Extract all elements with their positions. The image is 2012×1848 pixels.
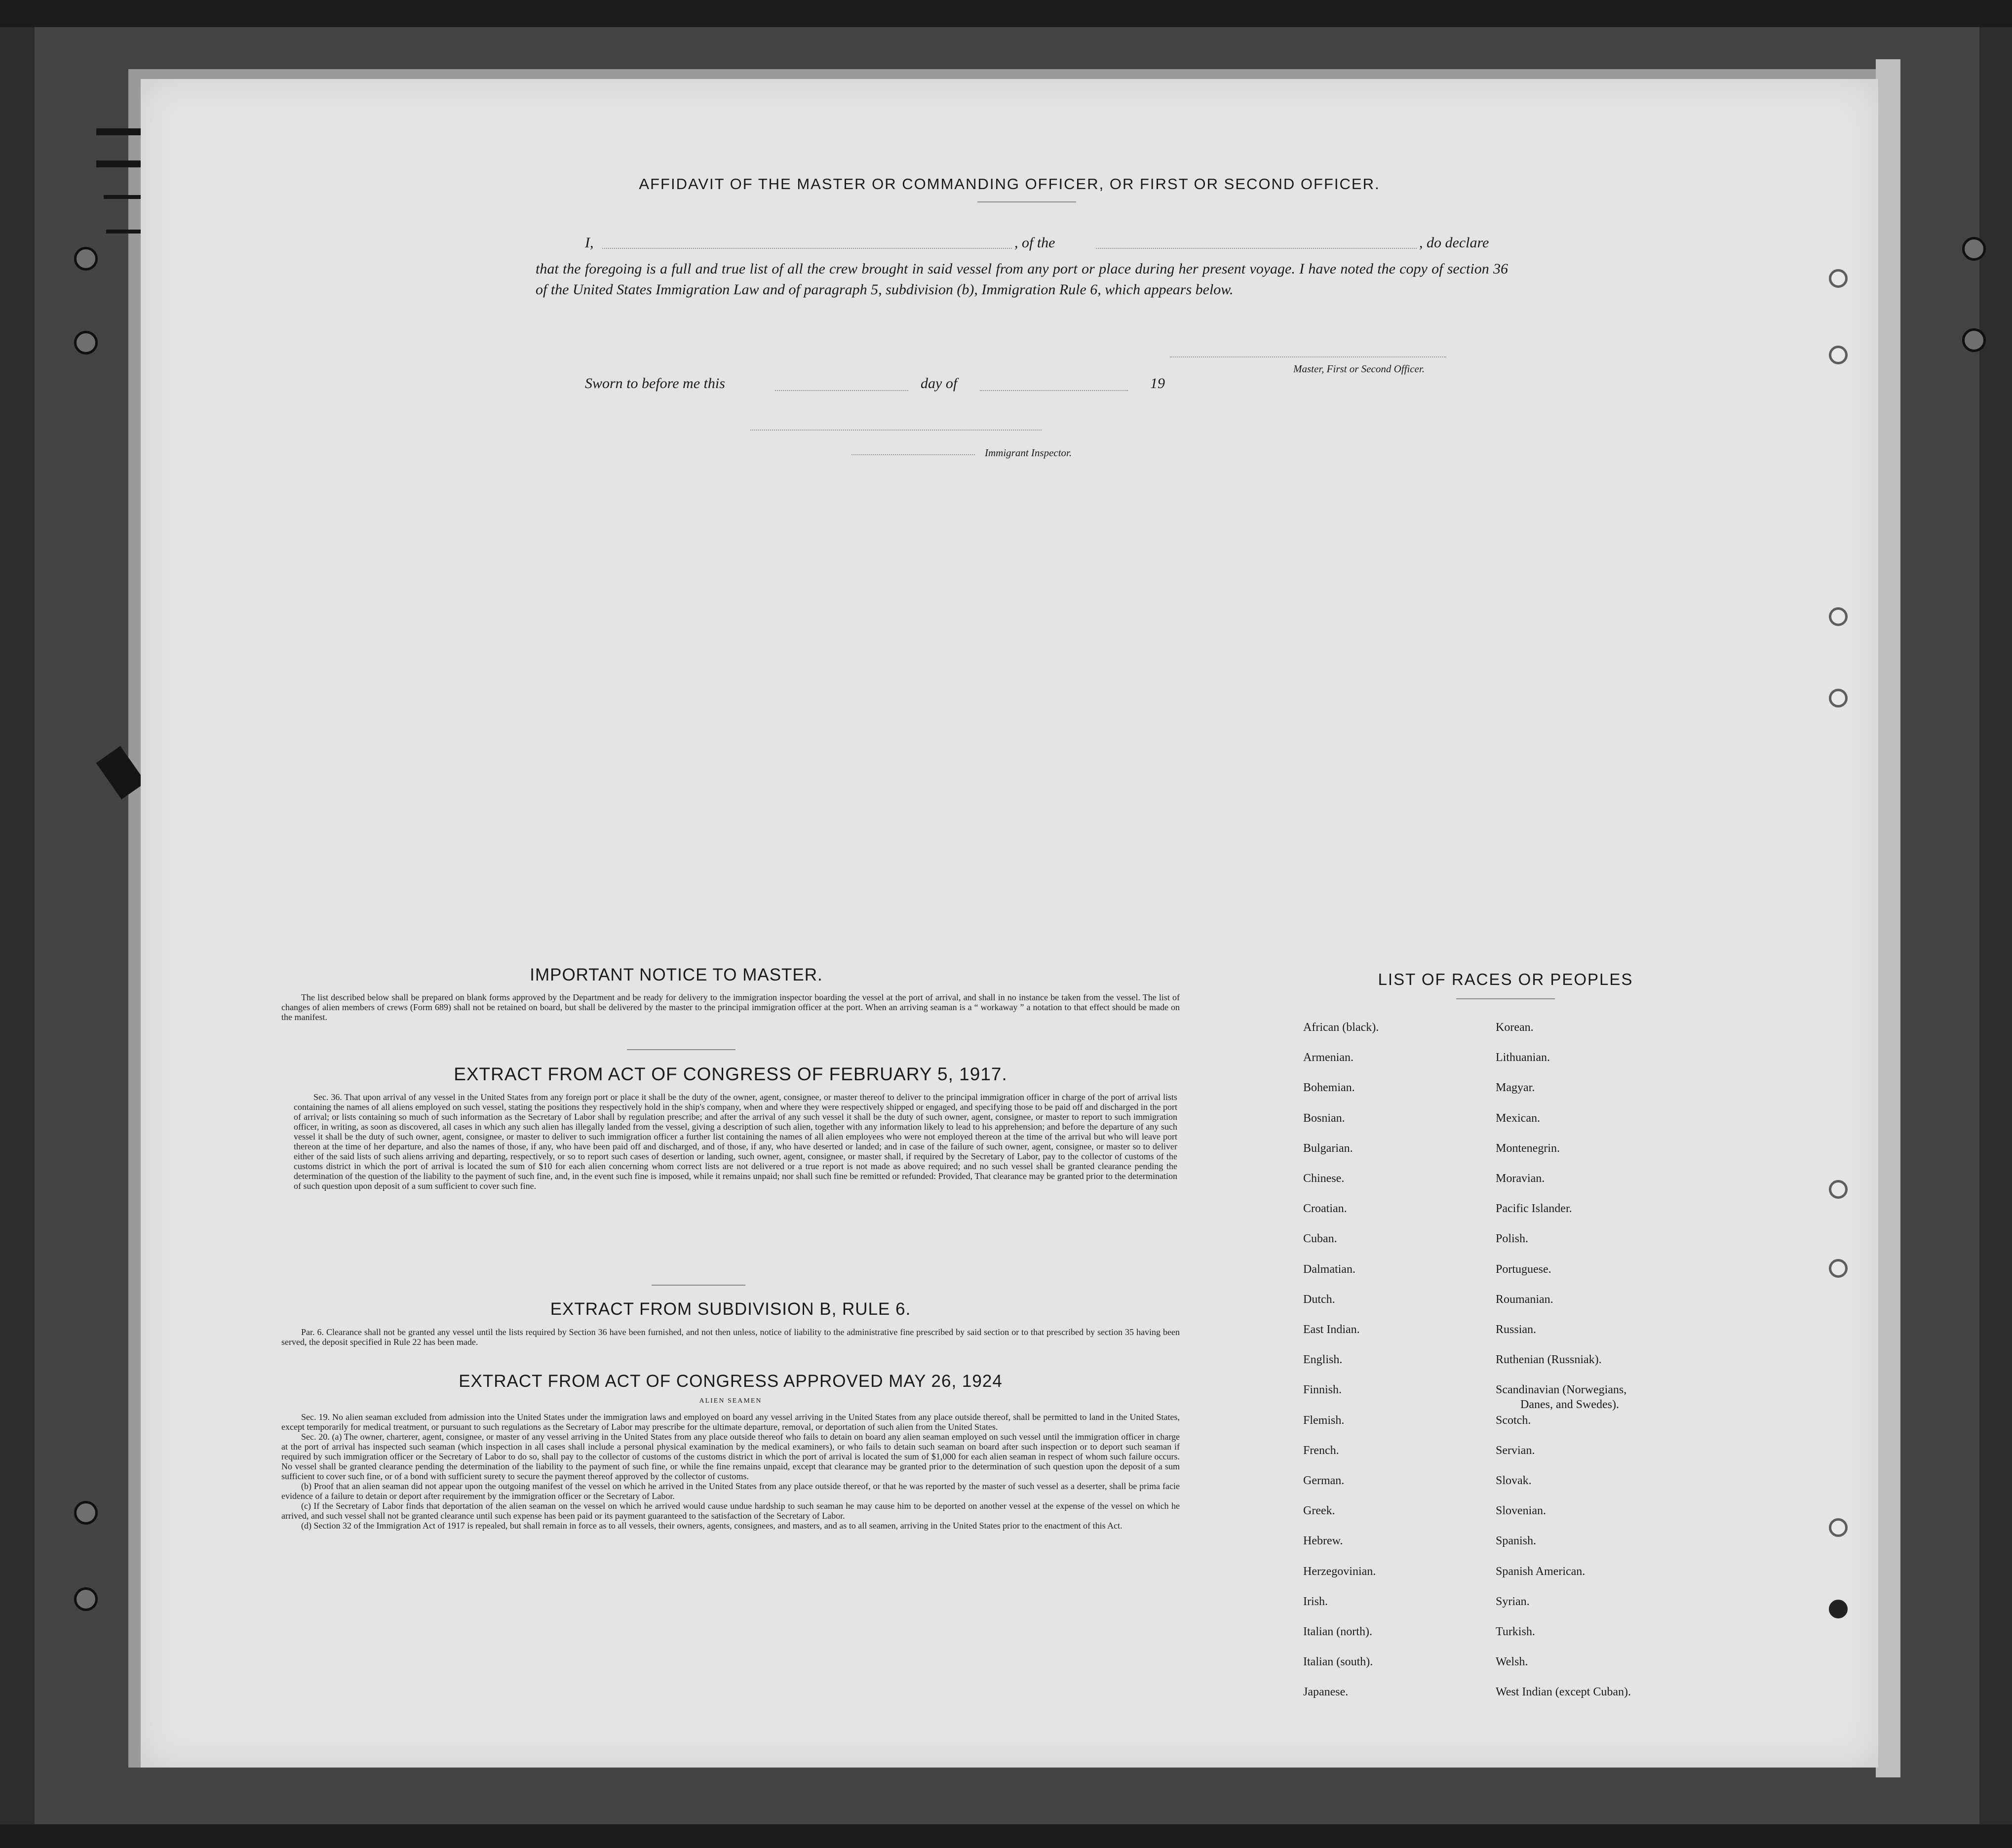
punch-hole — [1829, 1259, 1848, 1278]
extract-1924-title: EXTRACT FROM ACT OF CONGRESS APPROVED MAY 26, 1924 — [459, 1372, 1003, 1391]
sworn-year: 19 — [1150, 375, 1165, 392]
declaration-body: that the foregoing is a full and true list of all the crew brought in said vessel from any port or place during her present voyage. I have noted the copy of section 36 of the United States Immigration Law and of paragraph 5, subdivision (b), Immigration Rule 6, which appears below. — [536, 261, 1508, 298]
race-item: Servian. — [1496, 1444, 1535, 1457]
race-item: Welsh. — [1496, 1655, 1528, 1669]
punch-hole — [74, 331, 98, 354]
race-item: West Indian (except Cuban). — [1496, 1686, 1631, 1699]
race-item: Lithuanian. — [1496, 1051, 1550, 1064]
notice-title: IMPORTANT NOTICE TO MASTER. — [530, 965, 823, 984]
sworn-month-blank — [980, 390, 1128, 391]
sworn-day-of: day of — [921, 375, 958, 392]
section-36-paragraph: Sec. 36. That upon arrival of any vessel in the United States from any foreign port or place it shall be the duty of the owner, agent, consignee, or master thereof to deliver to the principal immigration officer in charge of the port of arrival lists containing the names of all aliens employed on such vessel, stating the positions they respectively hold in the ship's company, when and where they were respectively shipped or engaged, and specifying those to be paid off and discharged in the port of arrival; or lists containing so much of such information as the Secretary of Labor shall by regulation prescribe; and after the arrival of any such vessel it shall be the duty of such owner, agent, consignee, or master to report to such immigration officer, in writing, as soon as discovered, all cases in which any such alien has illegally landed from the vessel, giving a description of such alien, together with any information likely to lead to his apprehension; and before the departure of any such vessel it shall be the duty of such owner, agent, consignee, or master to deliver to such immigration officer a further list containing the names of all alien employees who were not employed thereon at the time of the arrival but who will leave port thereon at the time of her departure, and also the names of those, if any, who have been paid off and discharged, and of those, if any, who have deserted or landed; and in case of the failure of such owner, agent, consignee, or master so to deliver either of the said lists of such aliens arriving and departing, respectively, or so to report such cases of desertion or landing, such owner, agent, consignee, or master shall, if required by the Secretary of Labor, pay to the collector of customs of the customs district in which the port of arrival is located the sum of $10 for each alien concerning whom correct lists are not delivered or a true report is not made as above required; and no such vessel shall be granted clearance pending the determination of the question of the liability to the payment of such fine, and, in the event such fine is imposed, while it remains unpaid; nor shall such fine be remitted or refunded: Provided, That clearance may be granted prior to the determination of such question upon deposit of a sum sufficient to cover such fine. — [294, 1092, 1177, 1191]
race-item: Spanish. — [1496, 1534, 1537, 1548]
race-item: Dutch. — [1303, 1293, 1335, 1306]
signature-label: Master, First or Second Officer. — [1293, 363, 1425, 375]
notice-paragraph: The list described below shall be prepared on blank forms approved by the Department and be ready for delivery to the immigration inspector boarding the vessel at the port of arrival, and shall in no instance be taken from the vessel. The list of changes of alien members of crews (Form 689) shall not be retained on board, but shall be delivered by the master to the principal immigration officer at the port. When an arriving seaman is a “ workaway ” a notation to that effect should be made on the manifest. — [281, 992, 1180, 1022]
race-item: English. — [1303, 1353, 1343, 1367]
race-item: Pacific Islander. — [1496, 1202, 1572, 1216]
race-item: Cuban. — [1303, 1232, 1337, 1246]
title-underline — [977, 201, 1076, 202]
declare-of-the: , of the — [1014, 235, 1055, 251]
inspector-line-upper — [750, 430, 1042, 431]
races-title: LIST OF RACES OR PEOPLES — [1378, 970, 1633, 988]
affidavit-title: AFFIDAVIT OF THE MASTER OR COMMANDING OFFICER, OR FIRST OR SECOND OFFICER. — [639, 175, 1380, 193]
section-20a-paragraph: Sec. 20. (a) The owner, charterer, agent, consignee, or master of any vessel arriving in the United States from any place outside thereof who fails to detain on board any alien seaman employed on such vessel until the immigration officer in charge at the port of arrival has inspected such seaman (which inspection in all cases shall include a personal physical examination by the medical examiners), or who fails to detain such seaman on board after such inspection or to deport such seaman if required by such immigration officer or the Secretary of Labor to do so, shall pay to the collector of customs of the customs district in which the port of arrival is located the sum of $1,000 for each alien seaman in respect of whom such failure occurs. No vessel shall be granted clearance pending the determination of the liability to the payment of such fine, or while the fine remains unpaid, except that clearance may be granted prior to the determination of such question upon the deposit of a sum sufficient to cover such fine, or of a bond with sufficient surety to secure the payment thereof approved by the collector of customs. — [281, 1432, 1180, 1481]
race-item: Italian (south). — [1303, 1655, 1373, 1669]
inspector-label: Immigrant Inspector. — [985, 447, 1072, 459]
races-title-underline — [1456, 998, 1555, 999]
rule6-paragraph: Par. 6. Clearance shall not be granted any vessel until the lists required by Section 36 have been furnished, and not then unless, notice of liability to the administrative fine prescribed by said section or to that prescribed by section 35 having been served, the deposit specified in Rule 22 has been made. — [281, 1327, 1180, 1347]
race-item: Magyar. — [1496, 1081, 1535, 1095]
race-item: Chinese. — [1303, 1172, 1345, 1185]
race-item: German. — [1303, 1474, 1345, 1487]
section-divider — [627, 1049, 735, 1050]
signature-line — [1170, 356, 1446, 357]
page-edge-strip — [1876, 59, 1900, 1777]
race-item: Flemish. — [1303, 1414, 1345, 1427]
punch-hole — [1962, 237, 1986, 261]
race-item: Turkish. — [1496, 1625, 1535, 1638]
race-item: Bosnian. — [1303, 1111, 1345, 1125]
extract-1924-subtitle: ALIEN SEAMEN — [699, 1397, 762, 1405]
race-item: Dalmatian. — [1303, 1262, 1355, 1276]
race-item: Ruthenian (Russniak). — [1496, 1353, 1602, 1367]
punch-hole — [1829, 346, 1848, 364]
race-item: African (black). — [1303, 1021, 1379, 1034]
race-item: Danes, and Swedes). — [1520, 1398, 1619, 1412]
race-item: Japanese. — [1303, 1686, 1349, 1699]
manifest-sheet — [141, 79, 1878, 1768]
extract-1917-title: EXTRACT FROM ACT OF CONGRESS OF FEBRUARY 5, 1917. — [454, 1064, 1007, 1084]
race-item: Syrian. — [1496, 1595, 1530, 1608]
punch-hole — [1829, 269, 1848, 288]
race-item: Korean. — [1496, 1021, 1534, 1034]
race-item: Croatian. — [1303, 1202, 1347, 1216]
punch-hole — [74, 1501, 98, 1525]
extract-rule6-title: EXTRACT FROM SUBDIVISION B, RULE 6. — [550, 1299, 911, 1319]
race-item: Polish. — [1496, 1232, 1529, 1246]
sworn-day-blank — [775, 390, 908, 391]
extract-rule6-body — [281, 1327, 1180, 1347]
punch-hole — [74, 247, 98, 271]
race-item: Hebrew. — [1303, 1534, 1343, 1548]
margin-mark — [106, 230, 141, 234]
section-20d-paragraph: (d) Section 32 of the Immigration Act of 1917 is repealed, but shall remain in force as to all vessels, their owners, agents, consignees, and masters, and as to all seamen, arriving in the United States prior to the enactment of this Act. — [301, 1521, 1122, 1531]
race-item: Spanish American. — [1496, 1565, 1586, 1578]
section-divider — [652, 1285, 745, 1286]
race-item: Greek. — [1303, 1504, 1335, 1518]
section-19-paragraph: Sec. 19. No alien seaman excluded from admission into the United States under the immigration laws and employed on board any vessel arriving in the United States from any place outside thereof, shall be permitted to land in the United States, except temporarily for medical treatment, or pursuant to such regulations as the Secretary of Labor may prescribe for the ultimate departure, removal, or deportation of such alien from the United States. — [281, 1412, 1180, 1432]
declare-do-declare: , do declare — [1419, 235, 1489, 251]
race-item: Montenegrin. — [1496, 1141, 1560, 1155]
punch-hole — [1962, 328, 1986, 352]
race-item: Herzegovinian. — [1303, 1565, 1376, 1578]
race-item: Russian. — [1496, 1323, 1537, 1336]
extract-1917-body — [294, 1092, 1177, 1191]
race-item: Bohemian. — [1303, 1081, 1355, 1095]
race-item: French. — [1303, 1444, 1339, 1457]
inspector-line — [851, 454, 975, 455]
race-item: East Indian. — [1303, 1323, 1360, 1336]
punch-hole — [1829, 1600, 1848, 1618]
race-item: Moravian. — [1496, 1172, 1545, 1185]
race-item: Roumanian. — [1496, 1293, 1553, 1306]
vessel-blank — [1096, 248, 1417, 249]
race-item: Scotch. — [1496, 1414, 1531, 1427]
section-20b-paragraph: (b) Proof that an alien seaman did not appear upon the outgoing manifest of the vessel on which he arrived in the United States from any place outside thereof, or that he was reported by the master of such vessel as a deserter, shall be prima facie evidence of a failure to detain or deport after requirement by the immigration officer or the Secretary of Labor. — [281, 1481, 1180, 1501]
punch-hole — [1829, 689, 1848, 708]
race-item: Irish. — [1303, 1595, 1328, 1608]
punch-hole — [74, 1587, 98, 1611]
margin-mark — [96, 160, 143, 167]
notice-body — [281, 992, 1180, 1022]
name-blank — [602, 248, 1012, 249]
sworn-prefix: Sworn to before me this — [585, 375, 725, 392]
punch-hole — [1829, 1518, 1848, 1537]
race-item: Bulgarian. — [1303, 1141, 1353, 1155]
race-item: Mexican. — [1496, 1111, 1540, 1125]
race-item: Scandinavian (Norwegians, — [1496, 1383, 1627, 1397]
race-item: Armenian. — [1303, 1051, 1354, 1064]
declare-i: I, — [585, 235, 594, 251]
punch-hole — [1829, 1180, 1848, 1199]
section-20c-paragraph: (c) If the Secretary of Labor finds that deportation of the alien seaman on the vessel on which he arrived would cause undue hardship to such seaman he may cause him to be deported on another vessel at the expense of the vessel on which he arrived, and such vessel shall not be granted clearance until such expense has been paid or its payment guaranteed to the satisfaction of the Secretary of Labor. — [281, 1501, 1180, 1521]
race-item: Finnish. — [1303, 1383, 1342, 1397]
race-item: Italian (north). — [1303, 1625, 1372, 1638]
punch-hole — [1829, 607, 1848, 626]
extract-1924-body — [281, 1412, 1180, 1531]
race-item: Portuguese. — [1496, 1262, 1551, 1276]
margin-mark — [104, 195, 146, 199]
race-item: Slovak. — [1496, 1474, 1532, 1487]
race-item: Slovenian. — [1496, 1504, 1546, 1518]
